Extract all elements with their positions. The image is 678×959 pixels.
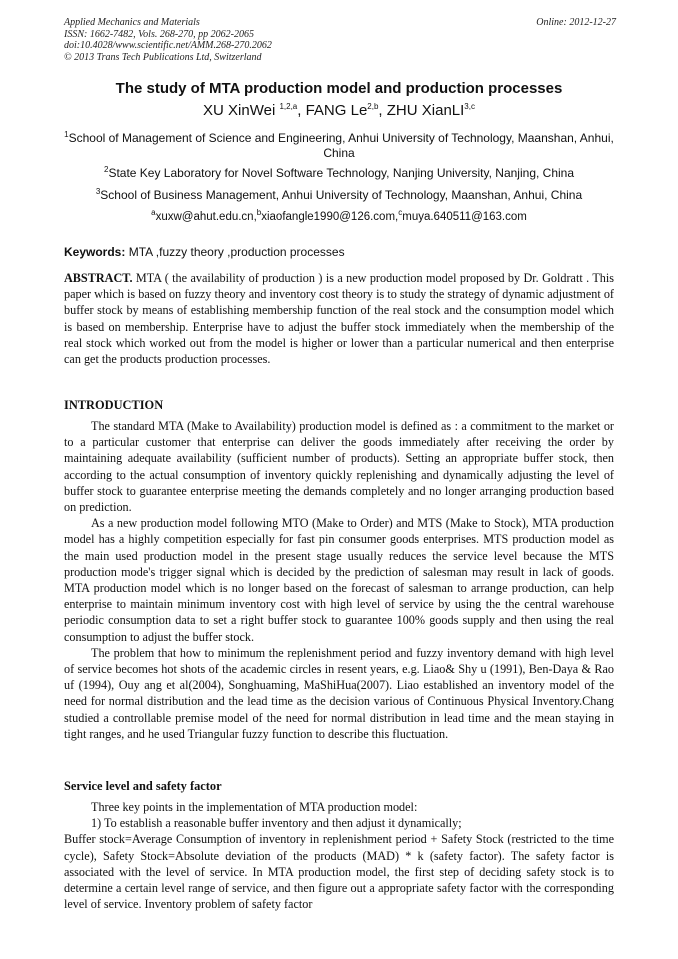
keywords-label: Keywords:: [64, 245, 126, 259]
introduction-body: [64, 418, 614, 742]
copyright-line: © 2013 Trans Tech Publications Ltd, Switzerland: [64, 51, 262, 63]
author-name: FANG Le: [305, 102, 368, 119]
email-address: muya.640511@163.com: [402, 210, 527, 223]
email-mark: b: [256, 208, 262, 217]
affiliation: [64, 131, 614, 161]
doi-line: doi:10.4028/www.scientific.net/AMM.268-270.2062: [64, 40, 272, 51]
author-name: XU XinWei: [203, 102, 280, 119]
abstract-text: MTA ( the availability of production ) is a new production model proposed by Dr. Goldratt . This paper which is based on fuzzy theory and inventory cost theory is to study the strategy of dynamic adjustment of buffer stock by means of establishing membership function of the real stock and the consumption model which is based on membership. Enterprise have to adjust the buffer stock immediately when the membership of the real stock which worked out from the model is higher or lower than a particular numerical and then enterprise can get the products production processes.: [64, 271, 614, 367]
list-item: 1) To establish a reasonable buffer inventory and then adjust it dynamically;: [91, 816, 462, 831]
author-affiliation-mark: 2,b: [367, 102, 379, 111]
email-address: xiaofangle1990@126.com,: [261, 210, 399, 223]
email-mark: c: [398, 208, 403, 217]
service-body: [64, 799, 614, 912]
paragraph: As a new production model following MTO (Make to Order) and MTS (Make to Stock), MTA production model has a highly competition especially for fast pin consumer goods enterprises. MTS production model as the main used production model in the present stage usually reduces the service level because the MTS production mode's trigger signal which is decided by the prediction of salesman may result in lack of goods. MTA production model which is no longer based on the forecast of salesman to arrange production, can help enterprise to maintain minimum inventory cost with high level of service by using the the central warehouse periodic consumption data to set a right buffer stock to guarantee 100% goods supply and then using the real consumption to adjust the buffer stock.: [64, 516, 614, 644]
affiliation-text: School of Business Management, Anhui University of Technology, Maanshan, Anhui, China: [100, 188, 583, 202]
author-separator: ,: [297, 102, 306, 119]
affiliation: [64, 188, 614, 203]
issn-line: ISSN: 1662-7482, Vols. 268-270, pp 2062-2065: [64, 28, 254, 40]
email-line: [40, 208, 638, 223]
affiliation: [64, 166, 614, 181]
author-affiliation-mark: 3,c: [464, 102, 475, 111]
author-affiliation-mark: 1,2,a: [279, 102, 298, 111]
paragraph: The standard MTA (Make to Availability) production model is defined as : a commitment to the market or to a particular customer that enterprise can deliver the goods immediately after receiving the order by maintaining adequate availability (sufficient number of products). Setting an appropriate buffer stock, then according to the actual consumption of inventory quickly replenishing and dynamically adjusting the level of buffer stock to guarantee enterprise meeting the demands completely and no longer arranging production based on prediction.: [64, 419, 614, 515]
affiliation-text: School of Management of Science and Engineering, Anhui University of Technology, Maanshan, Anhui, China: [68, 131, 614, 160]
affiliation-mark: 2: [103, 165, 109, 174]
paragraph: Three key points in the implementation of MTA production model:: [91, 800, 418, 814]
paper-title: The study of MTA production model and production processes: [115, 80, 563, 97]
paragraph: Buffer stock=Average Consumption of inventory in replenishment period + Safety Stock (restricted to the time cycle), Safety Stock=Absolute deviation of the products (MAD) * k (safety factor). The safety factor is associated with the level of service. In MTA production model, the first step of deciding safety stock is to determine a certain level range of service, and then figure out a appropriate safety factor with the corresponding level of service. Inventory problem of safety factor: [64, 832, 614, 912]
email-mark: a: [151, 208, 156, 217]
journal-header: [64, 17, 272, 63]
author-name: ZHU XianLI: [386, 102, 465, 119]
online-date: Online: 2012-12-27: [536, 17, 616, 28]
author-separator: ,: [378, 102, 387, 119]
section-heading: INTRODUCTION: [64, 398, 164, 412]
keywords: [64, 245, 345, 259]
keywords-text: MTA ,fuzzy theory ,production processes: [125, 245, 345, 259]
section-heading: Service level and safety factor: [64, 779, 222, 793]
affiliation-mark: 1: [64, 130, 69, 139]
author-list: [40, 102, 638, 119]
abstract: [64, 270, 614, 367]
paragraph: The problem that how to minimum the replenishment period and fuzzy inventory demand with high level of service becomes hot shots of the academic circles in resent years, e.g. Liao& Shy u (1991), Ben-Daya & Rao uf (1994), Ouy ang et al(2004), Songhuaming, MaShiHua(2007). Liao established an inventory model of the need for normal distribution and the lead time as the decision various of Continuous Physical Inventory.Chang studied a controllable premise model of the need for normal distribution in lead time and the mean staying in tight ranges, and he used Triangular fuzzy function to describe this fluctuation.: [64, 645, 614, 741]
affiliation-mark: 3: [95, 187, 101, 196]
email-address: xuxw@ahut.edu.cn,: [155, 210, 257, 223]
abstract-label: ABSTRACT.: [64, 271, 133, 285]
journal-name: Applied Mechanics and Materials: [64, 17, 200, 28]
affiliation-text: State Key Laboratory for Novel Software Technology, Nanjing University, Nanjing, China: [108, 166, 575, 180]
